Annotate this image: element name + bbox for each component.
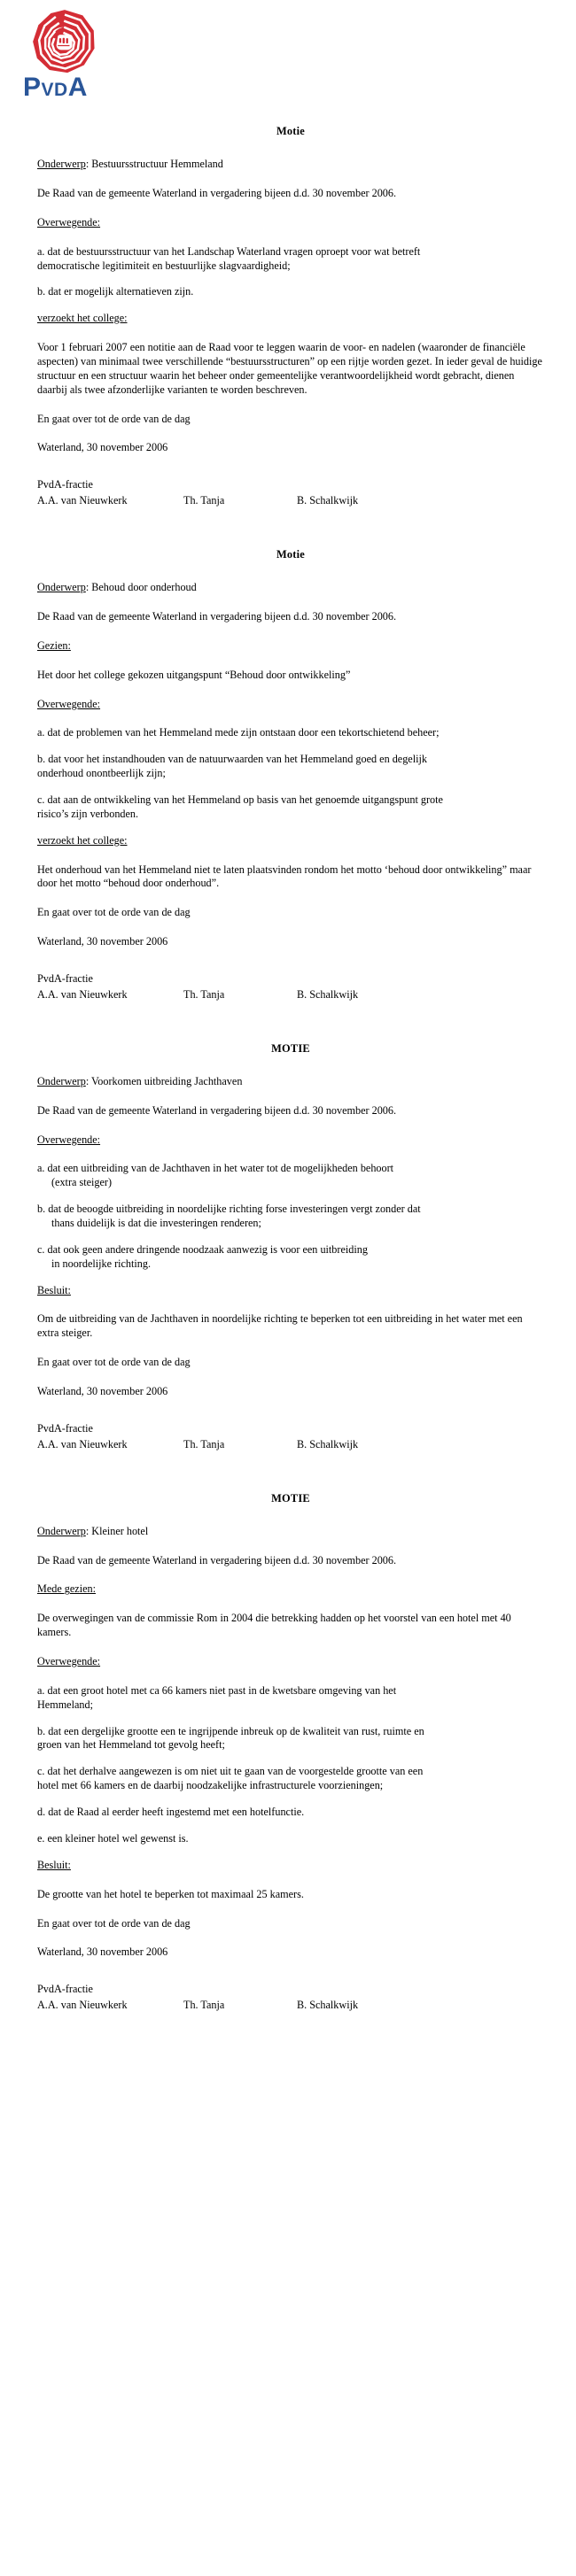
item-first-line: b. dat de beoogde uitbreiding in noordelijke richting forse investeringen vergt zonder dat (37, 1203, 421, 1216)
item-first-line: e. een kleiner hotel wel gewenst is. (37, 1831, 189, 1845)
signatory-1: A.A. van Nieuwkerk (37, 1999, 128, 2012)
pvda-logo (16, 7, 131, 101)
signature-party: PvdA-fractie (37, 478, 93, 491)
signature-names (37, 1438, 544, 1452)
subject-label: Onderwerp (37, 158, 86, 171)
section-heading-text: Besluit: (37, 1858, 71, 1871)
signatory-3: B. Schalkwijk (297, 494, 359, 507)
wordmark-letter-d: D (54, 80, 68, 100)
item-continuation-line: hotel met 66 kamers en de daarbij noodzakelijke infrastructurele voorzieningen; (37, 1779, 384, 1792)
section-heading-text: Overwegende: (37, 1133, 101, 1146)
section-paragraph: Voor 1 februari 2007 een notitie aan de Raad voor te leggen waarin de voor- en nadelen (waaronder de financiële aspecten) van minimaal twee verschillende “bestuursstructuren” op een rijtje worden gezet. In ieder geval de huidige structuur en een structuur waarin het beheer onder gemeentelijke verantwoordelijkheid wordt gebracht, dienen daarbij als twee afzonderlijke varianten te worden beschreven. (37, 341, 542, 396)
subject-colon: : (85, 1074, 92, 1087)
section-paragraph: Om de uitbreiding van de Jachthaven in noordelijke richting te beperken tot een uitbreiding in het water met een extra steiger. (37, 1312, 523, 1340)
closing-line: En gaat over tot de orde van de dag (37, 1356, 191, 1369)
section-paragraph: De overwegingen van de commissie Rom in 2004 die betrekking hadden op het voorstel van een hotel met 40 kamers. (37, 1612, 511, 1639)
council-line: De Raad van de gemeente Waterland in vergadering bijeen d.d. 30 november 2006. (37, 1103, 397, 1117)
place-date-line: Waterland, 30 november 2006 (37, 1385, 168, 1398)
consideration-item (37, 1725, 544, 1753)
signatory-3: B. Schalkwijk (297, 1999, 359, 2012)
consideration-item (37, 1832, 544, 1846)
consideration-item (37, 285, 544, 299)
consideration-item (37, 1162, 544, 1190)
motion-subject-line (37, 1075, 544, 1089)
item-continuation-line: in noordelijke richting. (51, 1257, 152, 1270)
council-line: De Raad van de gemeente Waterland in vergadering bijeen d.d. 30 november 2006. (37, 1553, 397, 1566)
item-continuation-line: Hemmeland; (37, 1698, 93, 1711)
section-heading (37, 216, 544, 230)
consideration-item (37, 1806, 544, 1820)
motion-subject-line (37, 158, 544, 172)
place-date-line: Waterland, 30 november 2006 (37, 1946, 168, 1959)
section-heading-text: Mede gezien: (37, 1582, 96, 1596)
consideration-item (37, 1684, 544, 1713)
wordmark-letter-p: P (23, 73, 42, 102)
closing-line: En gaat over tot de orde van de dag (37, 1916, 191, 1930)
motion-subject-line (37, 581, 544, 595)
subject-label: Onderwerp (37, 1074, 86, 1087)
signature-block (37, 1983, 544, 2013)
signatory-2: Th. Tanja (183, 1437, 225, 1450)
consideration-item (37, 793, 544, 822)
pvda-wordmark (23, 74, 131, 101)
signature-block (37, 972, 544, 1002)
subject-value: Kleiner hotel (91, 1524, 149, 1537)
council-line: De Raad van de gemeente Waterland in vergadering bijeen d.d. 30 november 2006. (37, 610, 397, 623)
item-first-line: c. dat het derhalve aangewezen is om niet uit te gaan van de voorgestelde grootte van een (37, 1765, 424, 1778)
consideration-item (37, 1243, 544, 1272)
consideration-item (37, 753, 544, 781)
item-first-line: a. dat de bestuursstructuur van het Landschap Waterland vragen oproept voor wat betreft (37, 244, 421, 258)
motion-block (37, 124, 544, 508)
motion-block (37, 547, 544, 1002)
consideration-item (37, 1203, 544, 1231)
section-heading (37, 1655, 544, 1669)
signature-names (37, 1999, 544, 2013)
place-date-line: Waterland, 30 november 2006 (37, 441, 168, 454)
motion-block (37, 1041, 544, 1452)
item-continuation-line: (extra steiger) (51, 1176, 113, 1189)
section-heading-text: Overwegende: (37, 697, 101, 710)
signature-party: PvdA-fractie (37, 972, 93, 986)
signatory-1: A.A. van Nieuwkerk (37, 987, 128, 1001)
section-heading (37, 1582, 544, 1597)
item-first-line: a. dat de problemen van het Hemmeland mede zijn ontstaan door een tekortschietend beheer; (37, 726, 440, 739)
subject-value: Voorkomen uitbreiding Jachthaven (91, 1074, 243, 1087)
item-first-line: b. dat een dergelijke grootte een te ingrijpende inbreuk op de kwaliteit van rust, ruimte en (37, 1724, 424, 1737)
motion-title: Motie (276, 548, 305, 561)
signatory-3: B. Schalkwijk (297, 987, 359, 1001)
subject-value: Behoud door onderhoud (91, 581, 197, 594)
closing-line: En gaat over tot de orde van de dag (37, 412, 191, 425)
section-heading (37, 1284, 544, 1298)
section-heading-text: verzoekt het college: (37, 312, 128, 325)
signatory-2: Th. Tanja (183, 987, 225, 1001)
section-heading (37, 698, 544, 712)
item-continuation-line: risico’s zijn verbonden. (37, 807, 139, 820)
signature-names (37, 988, 544, 1002)
section-paragraph: Het onderhoud van het Hemmeland niet te laten plaatsvinden rondom het motto ‘behoud door ontwikkeling” maar door het motto “behoud door onderhoud”. (37, 863, 532, 890)
section-paragraph: De grootte van het hotel te beperken tot maximaal 25 kamers. (37, 1887, 304, 1900)
item-continuation-line: groen van het Hemmeland tot gevolg heeft; (37, 1738, 225, 1752)
wordmark-letter-v: V (41, 80, 55, 100)
section-heading (37, 639, 544, 654)
item-first-line: a. dat een groot hotel met ca 66 kamers niet past in de kwetsbare omgeving van het (37, 1683, 397, 1697)
item-continuation-line: democratische legitimiteit en bestuurlijke slagvaardigheid; (37, 259, 291, 272)
item-first-line: d. dat de Raad al eerder heeft ingestemd met een hotelfunctie. (37, 1806, 305, 1819)
signatory-1: A.A. van Nieuwkerk (37, 494, 128, 507)
section-heading (37, 834, 544, 848)
wordmark-letter-a: A (67, 73, 88, 102)
subject-colon: : (85, 1524, 92, 1537)
section-heading-text: Besluit: (37, 1283, 71, 1296)
section-heading-text: Overwegende: (37, 1655, 101, 1668)
section-heading (37, 312, 544, 326)
signature-block (37, 478, 544, 508)
motion-subject-line (37, 1525, 544, 1539)
item-first-line: b. dat voor het instandhouden van de natuurwaarden van het Hemmeland goed en degelijk (37, 753, 427, 766)
motion-title: MOTIE (271, 1041, 310, 1055)
signature-party: PvdA-fractie (37, 1983, 93, 1996)
closing-line: En gaat over tot de orde van de dag (37, 906, 191, 919)
item-continuation-line: onderhoud onontbeerlijk zijn; (37, 767, 166, 780)
pvda-rose-fist-icon (30, 7, 99, 76)
subject-label: Onderwerp (37, 581, 86, 594)
signature-block (37, 1422, 544, 1452)
subject-value: Bestuursstructuur Hemmeland (91, 158, 223, 171)
section-heading-text: verzoekt het college: (37, 833, 128, 847)
consideration-item (37, 245, 544, 274)
subject-label: Onderwerp (37, 1524, 86, 1537)
signatory-2: Th. Tanja (183, 1999, 225, 2012)
item-continuation-line: thans duidelijk is dat die investeringen renderen; (51, 1217, 261, 1230)
signature-party: PvdA-fractie (37, 1421, 93, 1435)
signatory-1: A.A. van Nieuwkerk (37, 1437, 128, 1450)
section-heading (37, 1133, 544, 1148)
signatory-3: B. Schalkwijk (297, 1437, 359, 1450)
consideration-item (37, 726, 544, 740)
item-first-line: c. dat ook geen andere dringende noodzaak aanwezig is voor een uitbreiding (37, 1242, 368, 1256)
subject-colon: : (85, 158, 92, 171)
council-line: De Raad van de gemeente Waterland in vergadering bijeen d.d. 30 november 2006. (37, 186, 397, 199)
item-first-line: c. dat aan de ontwikkeling van het Hemmeland op basis van het genoemde uitgangspunt grote (37, 793, 443, 807)
signature-names (37, 494, 544, 508)
signatory-2: Th. Tanja (183, 494, 225, 507)
subject-colon: : (85, 581, 92, 594)
section-heading (37, 1859, 544, 1873)
motion-title: Motie (276, 125, 305, 137)
consideration-item (37, 1765, 544, 1793)
section-paragraph: Het door het college gekozen uitgangspunt “Behoud door ontwikkeling” (37, 668, 351, 681)
item-first-line: b. dat er mogelijk alternatieven zijn. (37, 285, 194, 298)
item-first-line: a. dat een uitbreiding van de Jachthaven in het water tot de mogelijkheden behoort (37, 1162, 394, 1175)
section-heading-text: Gezien: (37, 638, 71, 652)
section-heading-text: Overwegende: (37, 215, 101, 228)
place-date-line: Waterland, 30 november 2006 (37, 935, 168, 948)
motion-title: MOTIE (271, 1491, 310, 1505)
motion-block (37, 1491, 544, 2013)
